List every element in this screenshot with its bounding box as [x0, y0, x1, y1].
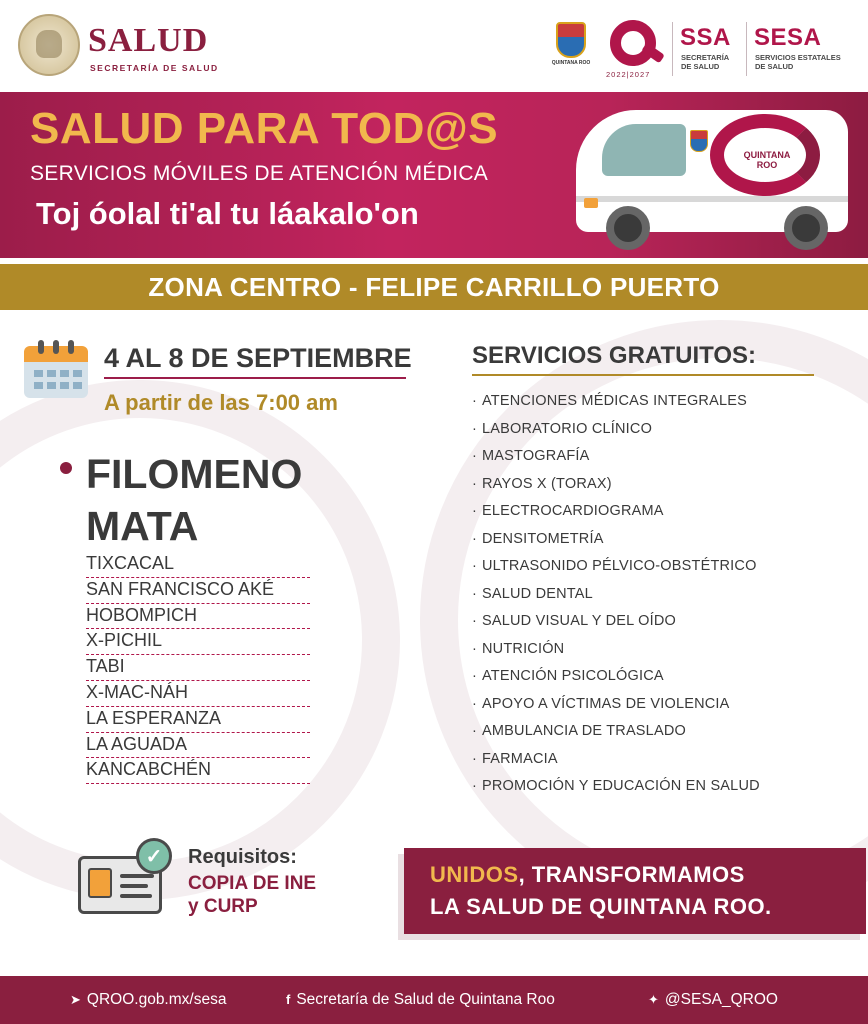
ssa-sub-line-2: DE SALUD	[681, 62, 720, 71]
shield-icon	[556, 22, 586, 58]
service-label: ULTRASONIDO PÉLVICO-OBSTÉTRICO	[482, 558, 757, 574]
bullet: ·	[472, 448, 478, 464]
list-item	[472, 641, 832, 669]
list-item: HOBOMPICH	[86, 604, 310, 630]
service-label: PROMOCIÓN Y EDUCACIÓN EN SALUD	[482, 778, 760, 794]
list-item	[472, 668, 832, 696]
footer-twitter-link[interactable]	[648, 991, 778, 1009]
slogan-box	[404, 848, 866, 934]
slogan-line-1-rest: , TRANSFORMAMOS	[518, 862, 745, 887]
slogan-line-2: LA SALUD DE QUINTANA ROO.	[430, 894, 772, 919]
footer-website-link[interactable]	[70, 991, 226, 1009]
list-item	[472, 448, 832, 476]
list-item: X-MAC-NÁH	[86, 681, 310, 707]
list-item: TIXCACAL	[86, 552, 310, 578]
facebook-icon: f	[286, 992, 291, 1007]
list-item	[472, 778, 832, 806]
service-label: APOYO A VÍCTIMAS DE VIOLENCIA	[482, 695, 730, 712]
service-label: MASTOGRAFÍA	[482, 448, 590, 464]
list-item	[472, 393, 832, 421]
service-label: SALUD DENTAL	[482, 585, 593, 602]
van-wheel-icon	[606, 206, 650, 250]
van-logo-text	[732, 150, 802, 170]
cursor-pointer-icon: ➤	[70, 992, 81, 1007]
bullet: ·	[472, 668, 478, 684]
list-item	[472, 751, 832, 779]
service-label: LABORATORIO CLÍNICO	[482, 420, 653, 437]
dates-underline	[104, 377, 406, 379]
list-item	[472, 476, 832, 504]
hero-title: SALUD PARA TOD@S	[30, 104, 499, 153]
footer-facebook-link[interactable]	[286, 991, 555, 1009]
bullet-dot-icon	[60, 462, 72, 474]
bullet: ·	[472, 723, 478, 739]
ssa-sub-line-1: SECRETARÍA	[681, 53, 730, 62]
service-label: ATENCIONES MÉDICAS INTEGRALES	[482, 393, 747, 409]
list-item	[472, 558, 832, 586]
salud-logo-word: SALUD	[88, 22, 209, 59]
header-divider	[746, 22, 747, 76]
list-item	[472, 696, 832, 724]
bullet: ·	[472, 558, 478, 574]
zone-bar	[0, 264, 868, 310]
id-card-icon	[78, 838, 174, 918]
bullet: ·	[472, 393, 478, 409]
quintana-roo-emblem-label: QUINTANA ROO	[551, 60, 591, 66]
van-light-icon	[584, 198, 598, 208]
sesa-sub-line-2: DE SALUD	[755, 62, 794, 71]
list-item	[472, 503, 832, 531]
list-item: LA ESPERANZA	[86, 707, 310, 733]
bullet: ·	[472, 778, 478, 794]
id-photo-icon	[88, 868, 112, 898]
van-wheel-icon	[784, 206, 828, 250]
header-divider	[672, 22, 673, 76]
start-time: A partir de las 7:00 am	[104, 390, 338, 415]
list-item	[472, 586, 832, 614]
bullet: ·	[472, 585, 478, 602]
sesa-logo-subtitle	[755, 53, 841, 71]
services-underline	[472, 374, 814, 376]
facebook-label: Secretaría de Salud de Quintana Roo	[296, 991, 555, 1008]
van-emblem-icon	[690, 130, 708, 152]
van-logo-line-2: ROO	[756, 160, 778, 170]
mexico-seal-icon	[18, 14, 80, 76]
requirements-line-1: COPIA DE INE	[188, 873, 317, 894]
service-label: RAYOS X (TORAX)	[482, 475, 612, 492]
zone-title: ZONA CENTRO - FELIPE CARRILLO PUERTO	[148, 271, 720, 302]
van-logo-line-1: QUINTANA	[743, 150, 791, 160]
list-item	[472, 723, 832, 751]
service-label: DENSITOMETRÍA	[482, 530, 604, 547]
government-period: 2022|2027	[606, 70, 651, 79]
list-item	[472, 531, 832, 559]
service-label: NUTRICIÓN	[482, 640, 565, 657]
q-government-logo-icon	[608, 18, 664, 74]
salud-logo-subtitle: SECRETARÍA DE SALUD	[90, 63, 219, 73]
ssa-logo-title: SSA	[680, 24, 731, 51]
slogan-highlight: UNIDOS	[430, 862, 519, 887]
bullet: ·	[472, 695, 478, 712]
twitter-bird-icon: ✦	[648, 992, 659, 1007]
services-list	[472, 393, 832, 806]
list-item: TABI	[86, 655, 310, 681]
bullet: ·	[472, 750, 478, 767]
service-label: AMBULANCIA DE TRASLADO	[482, 723, 686, 739]
bullet: ·	[472, 530, 478, 547]
list-item: X-PICHIL	[86, 629, 310, 655]
website-label: QROO.gob.mx/sesa	[86, 991, 227, 1008]
bullet: ·	[472, 475, 478, 492]
hero-subtitle: SERVICIOS MÓVILES DE ATENCIÓN MÉDICA	[30, 162, 489, 185]
list-item	[472, 613, 832, 641]
requirements-line-2: y CURP	[188, 896, 258, 917]
sesa-logo-title: SESA	[754, 24, 822, 51]
calendar-icon	[24, 340, 88, 400]
bullet: ·	[472, 640, 478, 657]
service-label: ELECTROCARDIOGRAMA	[482, 503, 664, 519]
bullet: ·	[472, 613, 478, 629]
bullet: ·	[472, 503, 478, 519]
list-item	[472, 421, 832, 449]
slogan-line-1	[430, 862, 745, 888]
header	[0, 0, 868, 92]
services-title: SERVICIOS GRATUITOS:	[472, 342, 757, 369]
service-label: ATENCIÓN PSICOLÓGICA	[482, 668, 664, 684]
dates: 4 AL 8 DE SEPTIEMBRE	[104, 343, 412, 373]
list-item: KANCABCHÉN	[86, 758, 310, 784]
localities-list	[86, 552, 310, 784]
checkmark-icon: ✓	[136, 838, 172, 874]
list-item: SAN FRANCISCO AKÉ	[86, 578, 310, 604]
list-item: LA AGUADA	[86, 733, 310, 759]
twitter-label: @SESA_QROO	[664, 991, 778, 1008]
bullet: ·	[472, 420, 478, 437]
ssa-logo-subtitle	[681, 53, 729, 71]
requirements-title: Requisitos:	[188, 846, 297, 868]
hero-maya-phrase: Toj óolal ti'al tu láakalo'on	[36, 196, 419, 231]
mobile-clinic-van-icon	[572, 110, 852, 256]
footer	[0, 976, 868, 1024]
place-title: FILOMENO MATA	[86, 451, 303, 549]
hero-banner	[0, 92, 868, 258]
service-label: SALUD VISUAL Y DEL OÍDO	[482, 613, 676, 629]
sesa-sub-line-1: SERVICIOS ESTATALES	[755, 53, 841, 62]
quintana-roo-emblem-icon	[552, 22, 590, 68]
service-label: FARMACIA	[482, 750, 558, 767]
